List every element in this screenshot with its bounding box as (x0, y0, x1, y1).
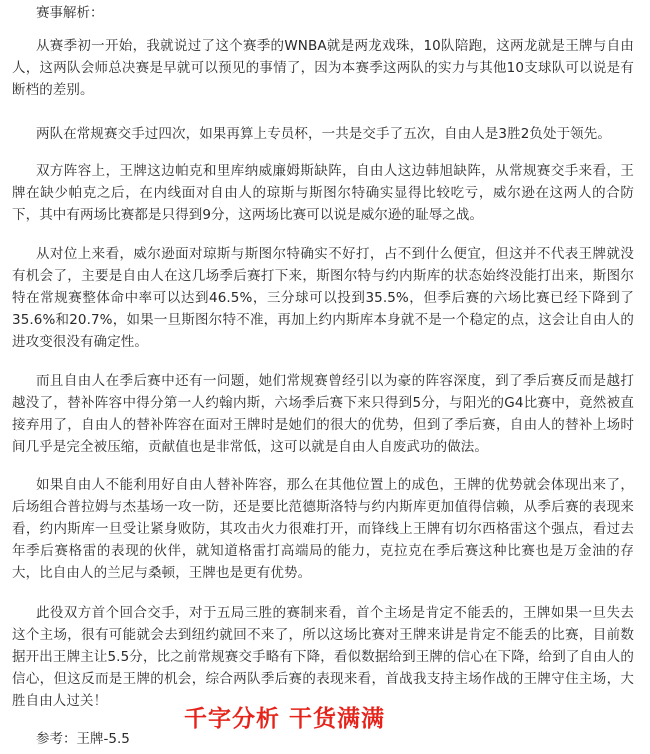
section-heading: 赛事解析： (36, 5, 104, 21)
paragraph: 此役双方首个回合交手，对于五局三胜的赛制来看，首个主场是肯定不能丢的，王牌如果一旦失去这个主场，很有可能就会去到纽约就回不来了，所以这场比赛对王牌来讲是肯定不能丢的比赛，目前数据开出王牌主让5.5分，比之前常规赛交手略有下降，看似数据给到王牌的信心在下降，给到了自由人的信心，但这反而是王牌的机会，综合两队季后赛的表现来看，首战我支持主场作战的王牌守住主场，大胜自由人过关！ (12, 605, 634, 709)
paragraph: 而且自由人在季后赛中还有一问题，她们常规赛曾经引以为豪的阵容深度，到了季后赛反而是越打越没了，替补阵容中得分第一人约翰内斯，六场季后赛下来只得到5分，与阳光的G4比赛中，竟然被直接弃用了，自由人的替补阵容在面对王牌时是她们的很大的优势，但到了季后赛，自由人的替补上场时间几乎是完全被压缩，贡献值也是非常低，这可以就是自由人自废武功的做法。 (12, 373, 634, 455)
paragraph: 如果自由人不能利用好自由人替补阵容，那么在其他位置上的成色，王牌的优势就会体现出来了，后场组合普拉姆与杰基场一攻一防，还是要比范德斯洛特与约内斯库更加值得信赖，从季后赛的表现来看，约内斯库一旦受让紧身败防，其攻击火力很难打开，而锋线上王牌有切尔西格雷这个强点，看过去年季后赛格雷的表现的伙伴，就知道格雷打高端局的能力，克拉克在季后赛这种比赛也是万金油的存大，比自由人的兰尼与桑顿，王牌也是更有优势。 (12, 477, 634, 581)
paragraph: 两队在常规赛交手过四次，如果再算上专员杯，一共是交手了五次，自由人是3胜2负处于领先。 (36, 126, 611, 142)
paragraph: 从赛季初一开始，我就说过了这个赛季的WNBA就是两龙戏珠，10队陪跑，这两龙就是王牌与自由人，这两队会师总决赛是早就可以预见的事情了，因为本赛季这两队的实力与其他10支球队可以说是有断档的差别。 (12, 38, 634, 98)
promo-slogan: 千字分析 干货满满 (184, 706, 386, 732)
paragraph: 从对位上来看，威尔逊面对琼斯与斯图尔特确实不好打，占不到什么便宜，但这并不代表王牌就没有机会了，主要是自由人在这几场季后赛打下来，斯图尔特与约内斯库的状态始终没能打出来，斯图尔特在常规赛整体命中率可以达到46.5%，三分球可以投到35.5%，但季后赛的六场比赛已经下降到了35.6%和20.7%，如果一旦斯图尔特不准，再加上约内斯库本身就不是一个稳定的点，这会让自由人的进攻变很没有确定性。 (12, 246, 634, 350)
paragraph: 双方阵容上，王牌这边帕克和里库纳威廉姆斯缺阵，自由人这边韩旭缺阵，从常规赛交手来看，王牌在缺少帕克之后，在内线面对自由人的琼斯与斯图尔特确实显得比较吃亏，威尔逊在这两人的合防下，其中有两场比赛都是只得到9分，这两场比赛可以说是威尔逊的耻辱之战。 (12, 163, 634, 223)
betting-reference: 参考：王牌-5.5 (36, 731, 130, 747)
